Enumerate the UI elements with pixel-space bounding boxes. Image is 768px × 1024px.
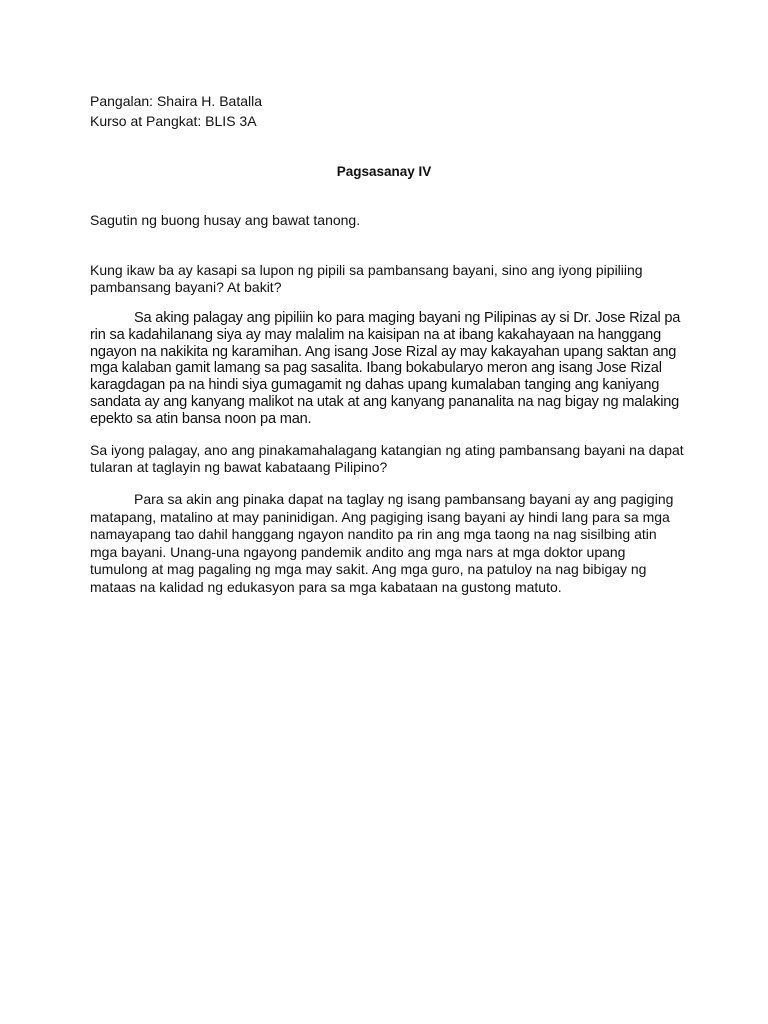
answer-1: Sa aking palagay ang pipiliin ko para maging bayani ng Pilipinas ay si Dr. Jose Rizal pa rin sa kadahilanang siya ay may malalim na kaisipan na at ibang kakahayaan na hanggang ngayon na nakikita ng karamihan. Ang isang Jose Rizal ay may kakayahan upang saktan ang mga kalaban gamit lamang sa pag sasalita. Ibang bokabularyo meron ang isang Jose Rizal karagdagan pa na hindi siya gumagamit ng dahas upang kumalaban tanging ang kaniyang sandata ay ang kanyang malikot na utak at ang kanyang pananalita na nag bigay ng malaking epekto sa atin bansa noon pa man.	[90, 310, 681, 427]
answer-2: Para sa akin ang pinaka dapat na taglay ng isang pambansang bayani ay ang pagiging matapang, matalino at may paninidigan. Ang pagiging isang bayani ay hindi lang para sa mga namayapang tao dahil hanggang ngayon nandito pa rin ang mga taong na nag sisilbing atin mga bayani. Unang-una ngayong pandemik andito ang mga nars at mga doktor upang tumulong at mag pagaling ng mga may sakit. Ang mga guro, na patuloy na nag bibigay ng mataas na kalidad ng edukasyon para sa mga kabataan na gustong matuto.	[90, 491, 674, 595]
question-2: Sa iyong palagay, ano ang pinakamahalagang katangian ng ating pambansang bayani na dapat tularan at taglayin ng bawat kabataang Pilipino?	[90, 442, 684, 475]
student-name-line: Pangalan: Shaira H. Batalla	[90, 93, 262, 109]
question-1: Kung ikaw ba ay kasapi sa lupon ng pipili sa pambansang bayani, sino ang iyong pipiliing pambansang bayani? At bakit?	[90, 262, 643, 295]
instruction-text: Sagutin ng buong husay ang bawat tanong.	[90, 212, 361, 228]
document-title: Pagsasanay IV	[336, 164, 432, 179]
course-section-line: Kurso at Pangkat: BLIS 3A	[90, 113, 257, 129]
